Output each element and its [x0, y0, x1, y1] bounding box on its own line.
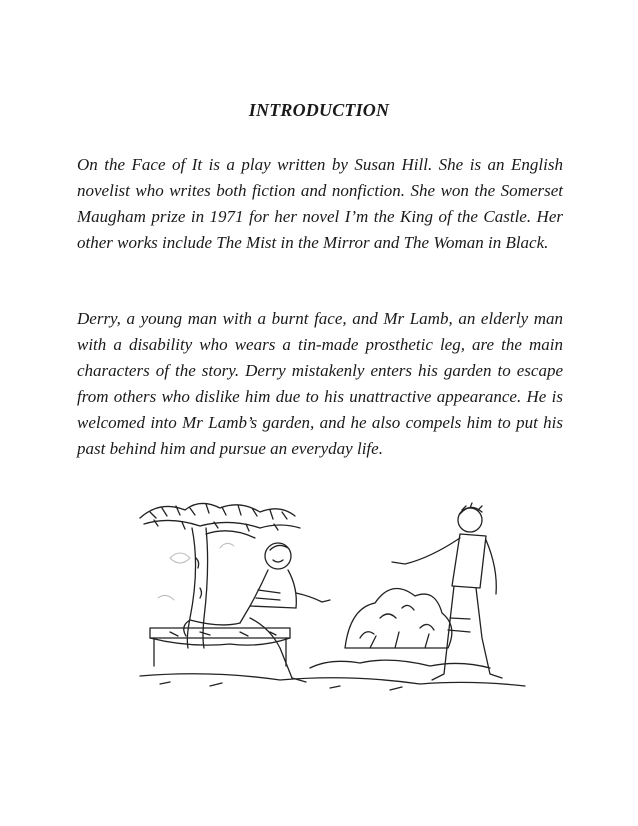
bench: [150, 628, 290, 666]
tree-canopy: [140, 503, 300, 531]
bushes: [310, 588, 490, 668]
intro-paragraph-2: Derry, a young man with a burnt face, and Mr Lamb, an elderly man with a disability who wears a tin-made prosthetic leg, are the main characters of the story. Derry mistakenly enters his garden to escape from others who dislike him due to his unattractive appearance. He is welcomed into Mr Lamb’s garden, and he also compels him to put his past behind him and pursue an everyday life.: [77, 309, 563, 458]
seated-man-figure: [184, 543, 330, 682]
ground-lines: [140, 674, 525, 690]
page-title: INTRODUCTION: [248, 100, 390, 120]
story-illustration: [130, 498, 530, 698]
intro-paragraph-1: On the Face of It is a play written by Susan Hill. She is an English novelist who writes both fiction and nonfiction. She won the Somerset Maugham prize in 1971 for her novel I’m the King of the Castle. Her other works include The Mist in the Mirror and The Woman in Black.: [77, 155, 563, 252]
